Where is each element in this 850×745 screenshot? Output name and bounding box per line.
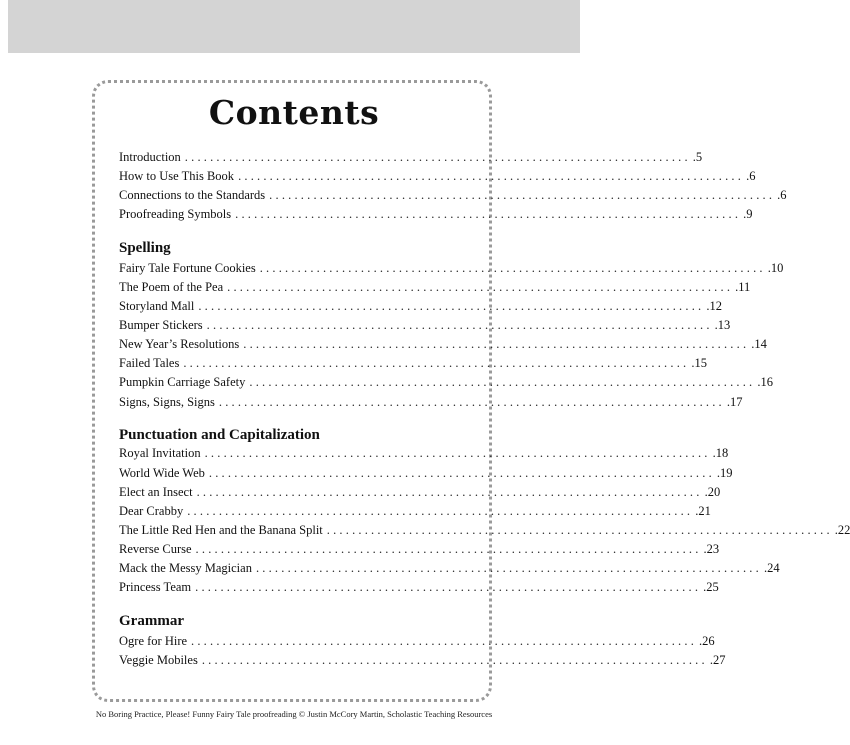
toc-entry-page: .15 bbox=[691, 356, 707, 370]
toc-entry bbox=[119, 373, 773, 392]
dot-leader: ................................................................................ bbox=[238, 169, 745, 183]
dot-leader: ................................................................................ bbox=[184, 150, 691, 164]
toc-entry-page: .23 bbox=[703, 542, 720, 556]
toc-entry-label: Royal Invitation bbox=[119, 446, 201, 460]
section-heading-punctuation: Punctuation and Capitalization bbox=[119, 427, 320, 443]
toc-entry bbox=[119, 632, 715, 651]
toc-entry-label: Failed Tales bbox=[119, 356, 180, 370]
toc-entry-label: The Little Red Hen and the Banana Split bbox=[119, 523, 323, 537]
dot-leader: ................................................................................ bbox=[235, 207, 742, 221]
toc-entry-page: .18 bbox=[712, 446, 729, 460]
toc-entry bbox=[119, 259, 784, 278]
toc-entry-page: .21 bbox=[695, 504, 711, 518]
toc-entry-connections bbox=[119, 186, 787, 205]
toc-entry bbox=[119, 297, 722, 316]
section-heading-grammar: Grammar bbox=[119, 613, 184, 629]
toc-entry bbox=[119, 444, 729, 463]
dot-leader: ................................................................................ bbox=[198, 299, 705, 313]
toc-entry-label: Connections to the Standards bbox=[119, 188, 266, 202]
dot-leader: ................................................................................ bbox=[187, 504, 694, 518]
toc-entry-label: Veggie Mobiles bbox=[119, 653, 198, 667]
dot-leader: ................................................................................ bbox=[206, 318, 713, 332]
toc-entry-label: Bumper Stickers bbox=[119, 318, 203, 332]
toc-entry-page: .20 bbox=[704, 485, 721, 499]
toc-entry-label: Princess Team bbox=[119, 580, 192, 594]
toc-entry-label: Mack the Messy Magician bbox=[119, 561, 252, 575]
toc-entry-page: .22 bbox=[834, 523, 850, 537]
dot-leader: ................................................................................ bbox=[195, 580, 702, 594]
toc-entry bbox=[119, 521, 850, 540]
toc-entry-label: Dear Crabby bbox=[119, 504, 184, 518]
toc-entry bbox=[119, 354, 707, 373]
dot-leader: ................................................................................ bbox=[249, 375, 756, 389]
toc-entry-how-to-use bbox=[119, 167, 756, 186]
section-heading-spelling: Spelling bbox=[119, 240, 171, 256]
toc-entry-page: .19 bbox=[716, 466, 733, 480]
dot-leader: ................................................................................ bbox=[195, 542, 702, 556]
toc-entry-page: .27 bbox=[709, 653, 726, 667]
toc-entry-label: Reverse Curse bbox=[119, 542, 192, 556]
toc-entry-label: Pumpkin Carriage Safety bbox=[119, 375, 246, 389]
toc-entry-label: The Poem of the Pea bbox=[119, 280, 224, 294]
toc-entry bbox=[119, 578, 719, 597]
toc-entry-introduction bbox=[119, 148, 703, 167]
dot-leader: ................................................................................ bbox=[243, 337, 750, 351]
dot-leader: ................................................................................ bbox=[183, 356, 690, 370]
toc-entry bbox=[119, 335, 767, 354]
toc-entry-page: .14 bbox=[751, 337, 767, 351]
toc-entry bbox=[119, 483, 721, 502]
page-footer: No Boring Practice, Please! Funny Fairy Tale proofreading © Justin McCory Martin, Scholastic Teaching Resources bbox=[95, 709, 493, 719]
dot-leader: ................................................................................ bbox=[227, 280, 734, 294]
toc-entry-label: New Year’s Resolutions bbox=[119, 337, 240, 351]
toc-entry bbox=[119, 464, 733, 483]
dot-leader: ................................................................................ bbox=[196, 485, 703, 499]
toc-entry bbox=[119, 540, 720, 559]
toc-entry-page: .17 bbox=[726, 395, 743, 409]
dot-leader: ................................................................................ bbox=[208, 466, 715, 480]
toc-entry bbox=[119, 651, 726, 670]
toc-entry-page: .6 bbox=[777, 188, 787, 202]
toc-entry-label: How to Use This Book bbox=[119, 169, 235, 183]
toc-entry-label: Ogre for Hire bbox=[119, 634, 188, 648]
toc-entry-page: .25 bbox=[703, 580, 719, 594]
dot-leader: ................................................................................ bbox=[326, 523, 833, 537]
toc-entry bbox=[119, 502, 711, 521]
dot-leader: ................................................................................ bbox=[218, 395, 725, 409]
toc-entry-proofreading-symbols bbox=[119, 205, 753, 224]
toc-entry bbox=[119, 278, 751, 297]
toc-entry-label: World Wide Web bbox=[119, 466, 205, 480]
toc-entry-page: .16 bbox=[757, 375, 773, 389]
toc-entry bbox=[119, 559, 780, 578]
toc-entry-page: .24 bbox=[763, 561, 780, 575]
toc-entry-label: Elect an Insect bbox=[119, 485, 193, 499]
toc-entry-label: Storyland Mall bbox=[119, 299, 195, 313]
toc-entry bbox=[119, 393, 743, 412]
toc-entry-label: Signs, Signs, Signs bbox=[119, 395, 215, 409]
dot-leader: ................................................................................ bbox=[204, 446, 711, 460]
dot-leader: ................................................................................ bbox=[259, 261, 766, 275]
page-title: Contents bbox=[208, 93, 380, 132]
dot-leader: ................................................................................ bbox=[191, 634, 698, 648]
top-gray-band bbox=[8, 0, 580, 53]
dot-leader: ................................................................................ bbox=[201, 653, 708, 667]
toc-entry-page: .5 bbox=[692, 150, 703, 164]
toc-entry-page: .6 bbox=[746, 169, 756, 183]
toc-entry-page: .10 bbox=[767, 261, 784, 275]
toc-entry-page: .11 bbox=[735, 280, 751, 294]
toc-entry-label: Proofreading Symbols bbox=[119, 207, 232, 221]
toc-entry bbox=[119, 316, 731, 335]
toc-entry-label: Fairy Tale Fortune Cookies bbox=[119, 261, 256, 275]
toc-entry-page: .12 bbox=[706, 299, 722, 313]
dot-leader: ................................................................................ bbox=[255, 561, 762, 575]
toc-entry-page: .13 bbox=[714, 318, 731, 332]
toc-entry-page: .9 bbox=[743, 207, 753, 221]
dot-leader: ................................................................................ bbox=[269, 188, 776, 202]
toc-entry-label: Introduction bbox=[119, 150, 181, 164]
toc-entry-page: .26 bbox=[699, 634, 715, 648]
